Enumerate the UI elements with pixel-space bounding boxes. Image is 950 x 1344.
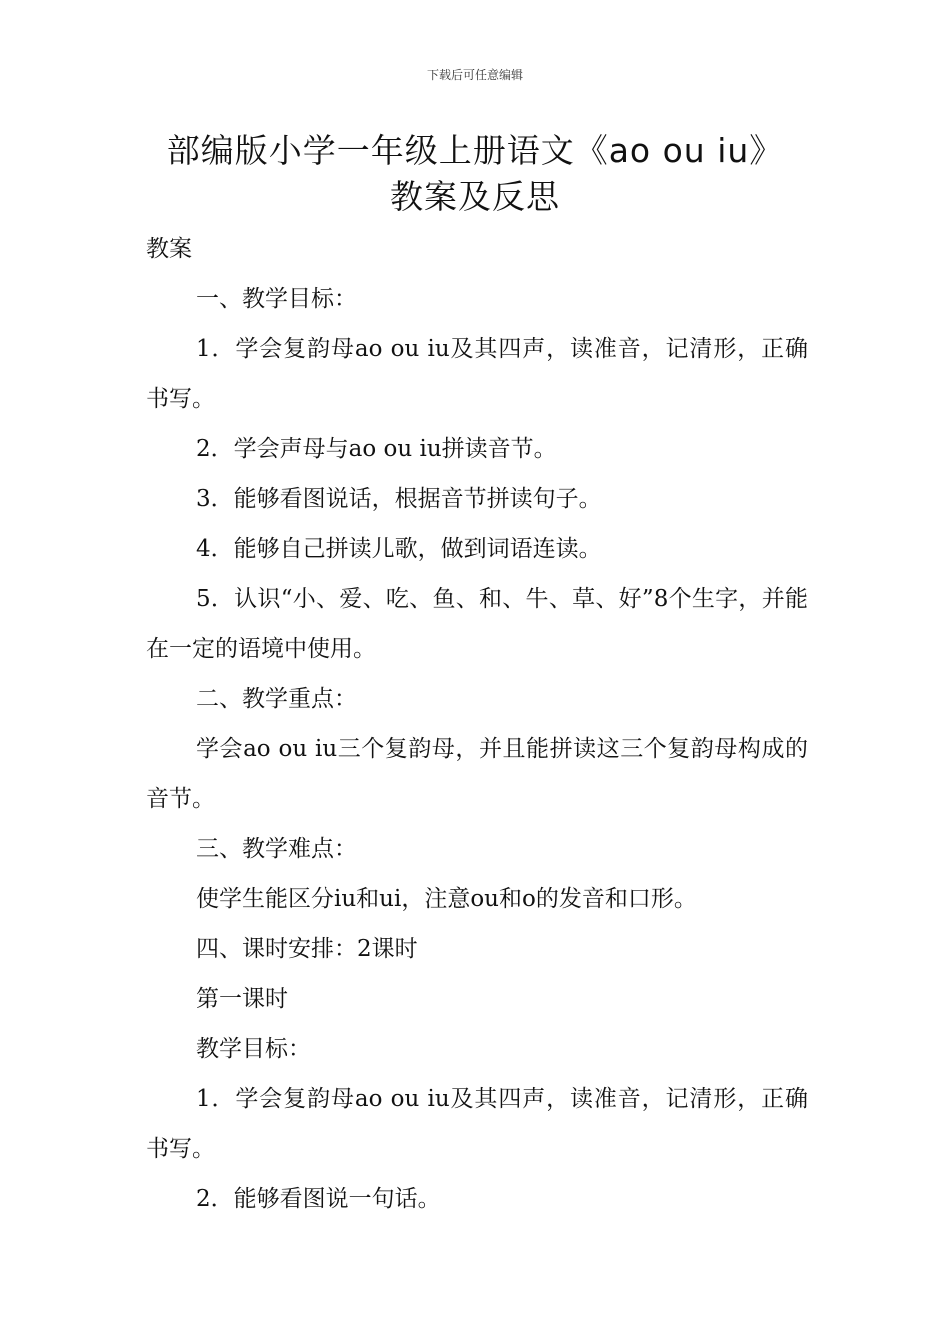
heading-lesson-goals: 教学目标： [196, 1036, 311, 1062]
goal-item-2: 2．学会声母与ao ou iu拼读音节。 [196, 436, 557, 462]
lesson-goal-item-1: 1．学会复韵母ao ou iu及其四声，读准音，记清形，正确书写。 [146, 1086, 808, 1162]
difficulties-text: 使学生能区分iu和ui，注意ou和o的发音和口形。 [196, 886, 697, 912]
heading-first-lesson: 第一课时 [196, 986, 288, 1012]
heading-schedule: 四、课时安排：2课时 [196, 936, 418, 962]
lesson-goal-item-2: 2．能够看图说一句话。 [196, 1186, 441, 1212]
goal-item-3: 3．能够看图说话，根据音节拼读句子。 [196, 486, 602, 512]
goal-item-5: 5．认识“小、爱、吃、鱼、和、牛、草、好”8个生字，并能在一定的语境中使用。 [146, 586, 808, 662]
heading-difficulties: 三、教学难点： [196, 836, 357, 862]
section-label-lesson-plan: 教案 [146, 236, 192, 262]
goal-item-1: 1．学会复韵母ao ou iu及其四声，读准音，记清形，正确书写。 [146, 336, 808, 412]
goal-item-4: 4．能够自己拼读儿歌，做到词语连读。 [196, 536, 602, 562]
document-body [146, 224, 808, 1224]
heading-key-points: 二、教学重点： [196, 686, 357, 712]
title-line-2: 教案及反思 [390, 177, 560, 216]
key-points-text: 学会ao ou iu三个复韵母，并且能拼读这三个复韵母构成的音节。 [146, 736, 808, 812]
title-line-1: 部编版小学一年级上册语文《ao ou iu》 [166, 131, 784, 170]
heading-teaching-goals: 一、教学目标： [196, 286, 357, 312]
header-note: 下载后可任意编辑 [426, 68, 523, 82]
document-title [0, 128, 950, 220]
